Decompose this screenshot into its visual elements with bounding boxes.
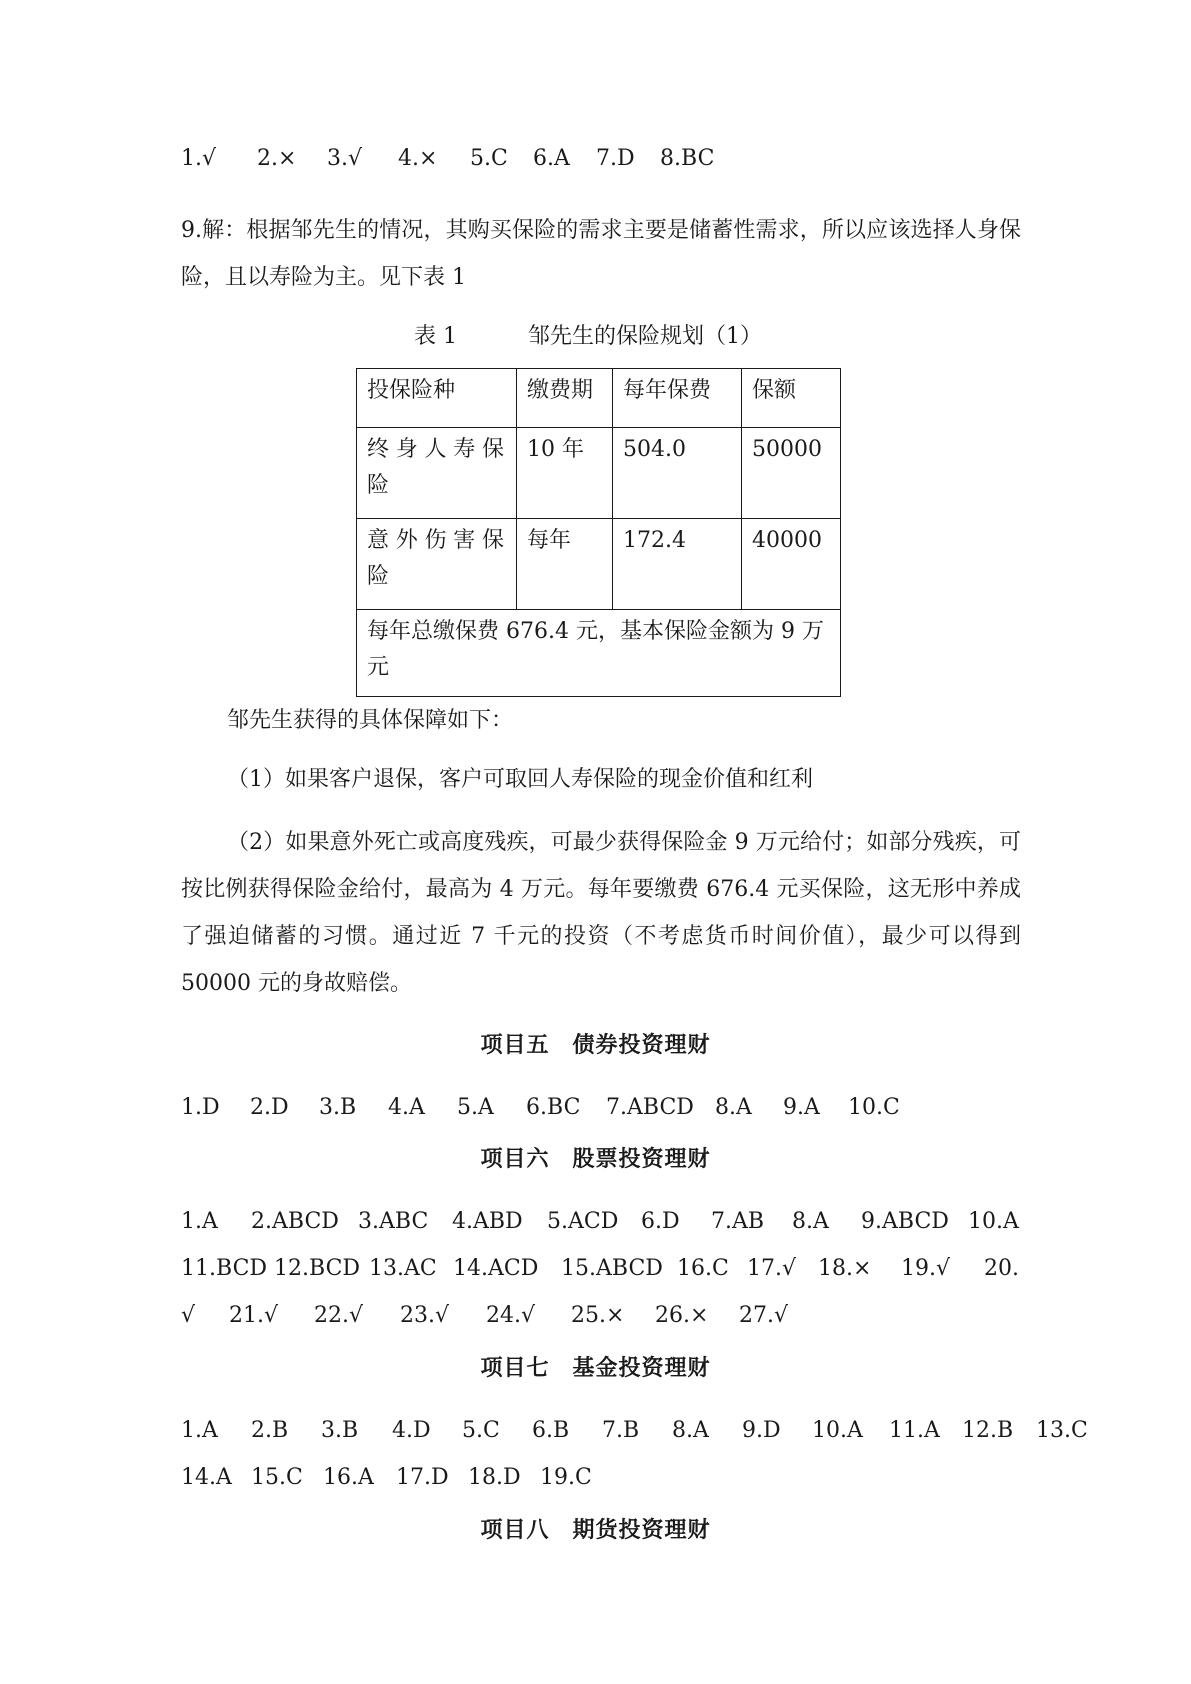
answer: 5.C bbox=[462, 1418, 500, 1443]
table-cell: 504.0 bbox=[613, 428, 742, 519]
section-7-answers-line-1 bbox=[181, 1407, 1088, 1454]
section-5-title: 项目五 债券投资理财 bbox=[480, 1032, 711, 1058]
answer: 1.A bbox=[181, 1418, 218, 1443]
section-6-answers-line-1 bbox=[181, 1198, 1019, 1245]
answer: 25.× bbox=[571, 1303, 625, 1328]
table-cell: 40000 bbox=[742, 519, 841, 610]
answer: 2.× bbox=[257, 146, 297, 171]
answer: 17.√ bbox=[747, 1256, 797, 1281]
section-7-answers-line-2 bbox=[181, 1454, 592, 1501]
answer: 4.× bbox=[398, 146, 438, 171]
answer: 5.A bbox=[457, 1095, 494, 1120]
table-cell: 50000 bbox=[742, 428, 841, 519]
answer: 20. bbox=[984, 1256, 1019, 1281]
answer: 21.√ bbox=[229, 1303, 279, 1328]
answer: 19.√ bbox=[901, 1256, 951, 1281]
answer: 16.A bbox=[323, 1465, 374, 1490]
answer: 2.B bbox=[251, 1418, 289, 1443]
section-6-answers-line-2 bbox=[181, 1245, 1019, 1292]
answer: 4.D bbox=[392, 1418, 431, 1443]
answer: 3.√ bbox=[327, 146, 363, 171]
section-7-title: 项目七 基金投资理财 bbox=[480, 1355, 711, 1381]
answer: 6.D bbox=[641, 1209, 680, 1234]
table-total-row bbox=[357, 610, 841, 697]
answer: 8.A bbox=[792, 1209, 829, 1234]
table-header-row bbox=[357, 369, 841, 428]
answer: 5.C bbox=[470, 146, 508, 171]
answer: 6.A bbox=[533, 146, 570, 171]
coverage-item-1: （1）如果客户退保，客户可取回人寿保险的现金价值和红利 bbox=[227, 767, 813, 792]
answer: 10.C bbox=[848, 1095, 900, 1120]
answer: 12.B bbox=[962, 1418, 1014, 1443]
section-5-answers bbox=[181, 1084, 900, 1131]
answer: 3.ABC bbox=[358, 1209, 429, 1234]
answer: 1.A bbox=[181, 1209, 218, 1234]
answer: 27.√ bbox=[739, 1303, 789, 1328]
answer: 2.ABCD bbox=[251, 1209, 339, 1234]
coverage-item-2: （2）如果意外死亡或高度残疾，可最少获得保险金 9 万元给付；如部分残疾，可按比例获得保险金给付，最高为 4 万元。每年要缴费 676.4 元买保险，这无形中养成了强迫储蓄的习惯。通过近 7 千元的投资（不考虑货币时间价值），最少可以得到 50000 元的身故赔偿。 bbox=[181, 830, 1021, 996]
table-row bbox=[357, 519, 841, 610]
answer: 4.ABD bbox=[452, 1209, 523, 1234]
table-row bbox=[357, 428, 841, 519]
answer: 22.√ bbox=[314, 1303, 364, 1328]
answer: 26.× bbox=[655, 1303, 709, 1328]
answer: 8.A bbox=[672, 1418, 709, 1443]
section-6-answers-line-3 bbox=[181, 1292, 788, 1339]
table-cell: 每年 bbox=[517, 519, 613, 610]
answer: 3.B bbox=[319, 1095, 357, 1120]
answer: 7.AB bbox=[711, 1209, 765, 1234]
answer: 15.C bbox=[251, 1465, 303, 1490]
answers-line-top bbox=[181, 135, 714, 182]
q9-intro: 9.解：根据邹先生的情况，其购买保险的需求主要是储蓄性需求，所以应该选择人身保险，且以寿险为主。见下表 1 bbox=[181, 218, 1021, 290]
header-cell: 每年保费 bbox=[613, 369, 742, 428]
table-cell: 10 年 bbox=[517, 428, 613, 519]
table-caption-title: 邹先生的保险规划（1） bbox=[528, 324, 762, 349]
answer: 11.A bbox=[889, 1418, 940, 1443]
answer: 9.ABCD bbox=[861, 1209, 949, 1234]
answer: 16.C bbox=[677, 1256, 729, 1281]
table-cell: 终身人寿保险 bbox=[357, 428, 517, 519]
answer: 7.B bbox=[602, 1418, 640, 1443]
answer: 24.√ bbox=[486, 1303, 536, 1328]
answer: 1.√ bbox=[181, 146, 217, 171]
answer: 6.B bbox=[532, 1418, 570, 1443]
answer: 18.× bbox=[818, 1256, 872, 1281]
table-total-cell: 每年总缴保费 676.4 元，基本保险金额为 9 万元 bbox=[357, 610, 841, 697]
answer: √ bbox=[181, 1303, 196, 1328]
header-cell: 投保险种 bbox=[357, 369, 517, 428]
answer: 10.A bbox=[812, 1418, 863, 1443]
section-6-title: 项目六 股票投资理财 bbox=[480, 1146, 711, 1172]
answer: 14.A bbox=[181, 1465, 232, 1490]
table-caption-label: 表 1 bbox=[414, 324, 457, 349]
answer: 23.√ bbox=[400, 1303, 450, 1328]
answer: 1.D bbox=[181, 1095, 220, 1120]
answer: 7.ABCD bbox=[606, 1095, 694, 1120]
answer: 10.A bbox=[968, 1209, 1019, 1234]
answer: 11.BCD bbox=[181, 1256, 268, 1281]
answer: 19.C bbox=[540, 1465, 592, 1490]
answer: 9.A bbox=[783, 1095, 820, 1120]
answer: 2.D bbox=[250, 1095, 289, 1120]
answer: 9.D bbox=[742, 1418, 781, 1443]
answer: 5.ACD bbox=[547, 1209, 619, 1234]
table-cell: 意外伤害保险 bbox=[357, 519, 517, 610]
answer: 3.B bbox=[321, 1418, 359, 1443]
answer: 8.A bbox=[715, 1095, 752, 1120]
insurance-plan-table bbox=[356, 368, 841, 697]
answer: 14.ACD bbox=[453, 1256, 539, 1281]
header-cell: 保额 bbox=[742, 369, 841, 428]
section-8-title: 项目八 期货投资理财 bbox=[480, 1517, 711, 1543]
answer: 12.BCD bbox=[274, 1256, 361, 1281]
answer: 4.A bbox=[388, 1095, 425, 1120]
answer: 17.D bbox=[396, 1465, 449, 1490]
coverage-intro: 邹先生获得的具体保障如下： bbox=[227, 708, 514, 733]
answer: 8.BC bbox=[660, 146, 715, 171]
answer: 13.C bbox=[1036, 1418, 1088, 1443]
answer: 15.ABCD bbox=[561, 1256, 663, 1281]
table-cell: 172.4 bbox=[613, 519, 742, 610]
header-cell: 缴费期 bbox=[517, 369, 613, 428]
answer: 13.AC bbox=[369, 1256, 437, 1281]
answer: 6.BC bbox=[526, 1095, 581, 1120]
answer: 7.D bbox=[596, 146, 635, 171]
answer: 18.D bbox=[468, 1465, 521, 1490]
